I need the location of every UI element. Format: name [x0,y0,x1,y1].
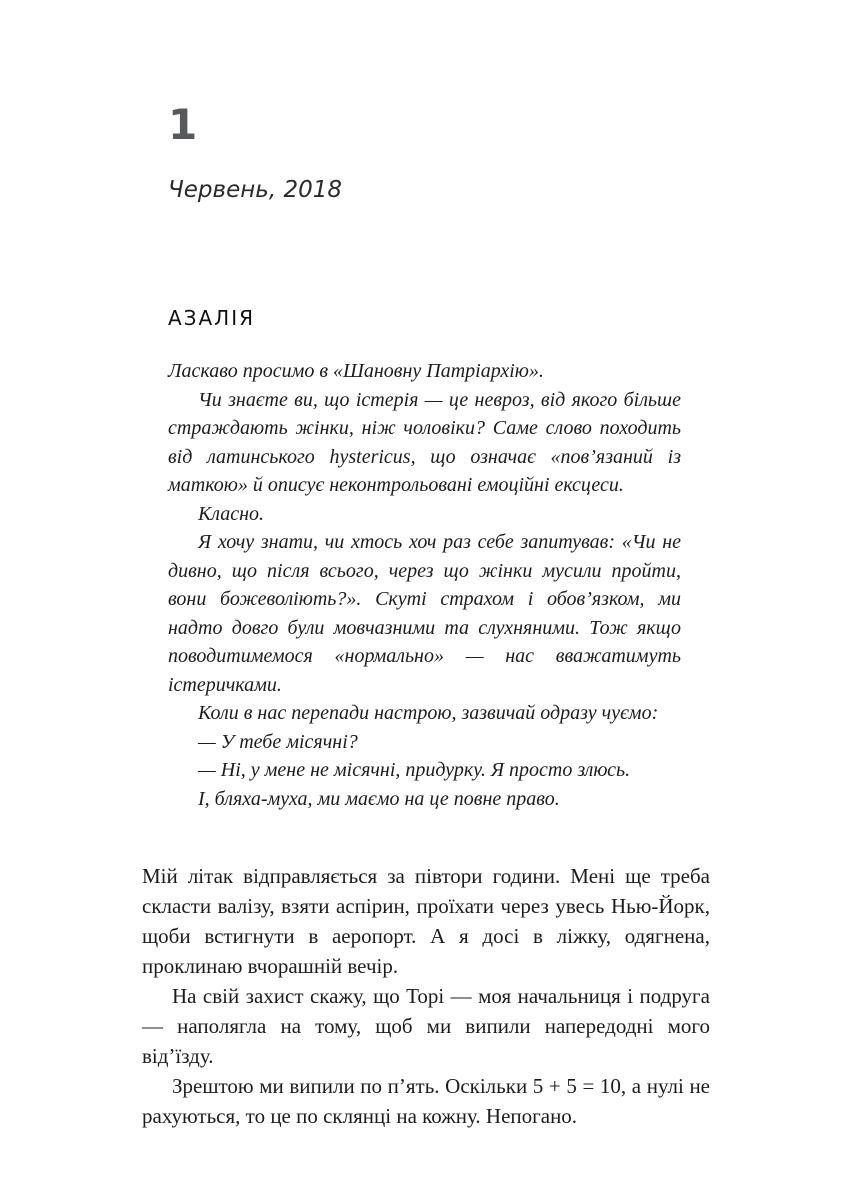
paragraph: Чи знаєте ви, що істерія — це невроз, від якого більше страждають жінки, ніж чоловіки? Саме слово походить від латинського hystericus, що означає «пов’язаний із маткою» й описує неконтрольовані емоційні ексцеси. [168,388,681,496]
epigraph-block [168,357,681,813]
paragraph: На свій захист скажу, що Торі — моя начальниця і подруга — наполягла на тому, щоб ми випили напередодні мого від’їзду. [142,984,710,1068]
paragraph: І, бляха-муха, ми маємо на це повне право. [198,787,560,810]
paragraph: Ласкаво просимо в «Шановну Патріархію». [168,360,544,382]
paragraph: Мій літак відправляється за півтори години. Мені ще треба скласти валізу, взяти аспірин, проїхати через увесь Нью-Йорк, щоби встигнути в аеропорт. А я досі в ліжку, одягнена, проклинаю вчорашній вечір. [142,864,710,978]
paragraph: Коли в нас перепади настрою, зазвичай одразу чуємо: [198,702,659,724]
body-text-block [142,861,710,1131]
paragraph: Я хочу знати, чи хтось хоч раз себе запитував: «Чи не дивно, що після всього, через що жінки мусили пройти, вони божеволіють?». Скуті страхом і обов’язком, ми надто довго були мовчазними та слухняними. Тож якщо поводитимемося «нормально» — нас вважатимуть істеричками. [168,531,681,696]
paragraph: — Ні, у мене не місячні, придурку. Я просто злюсь. [198,759,631,781]
page-content [142,100,710,1131]
section-title: АЗАЛІЯ [168,306,256,330]
chapter-date-line: Червень, 2018 [168,177,342,203]
paragraph: — У тебе місячні? [198,730,358,753]
chapter-number: 1 [168,100,198,149]
paragraph: Зрештою ми випили по п’ять. Оскільки 5 + 5 = 10, а нулі не рахуються, то це по склянці на кожну. Непогано. [142,1074,710,1128]
paragraph: Класно. [198,502,265,525]
